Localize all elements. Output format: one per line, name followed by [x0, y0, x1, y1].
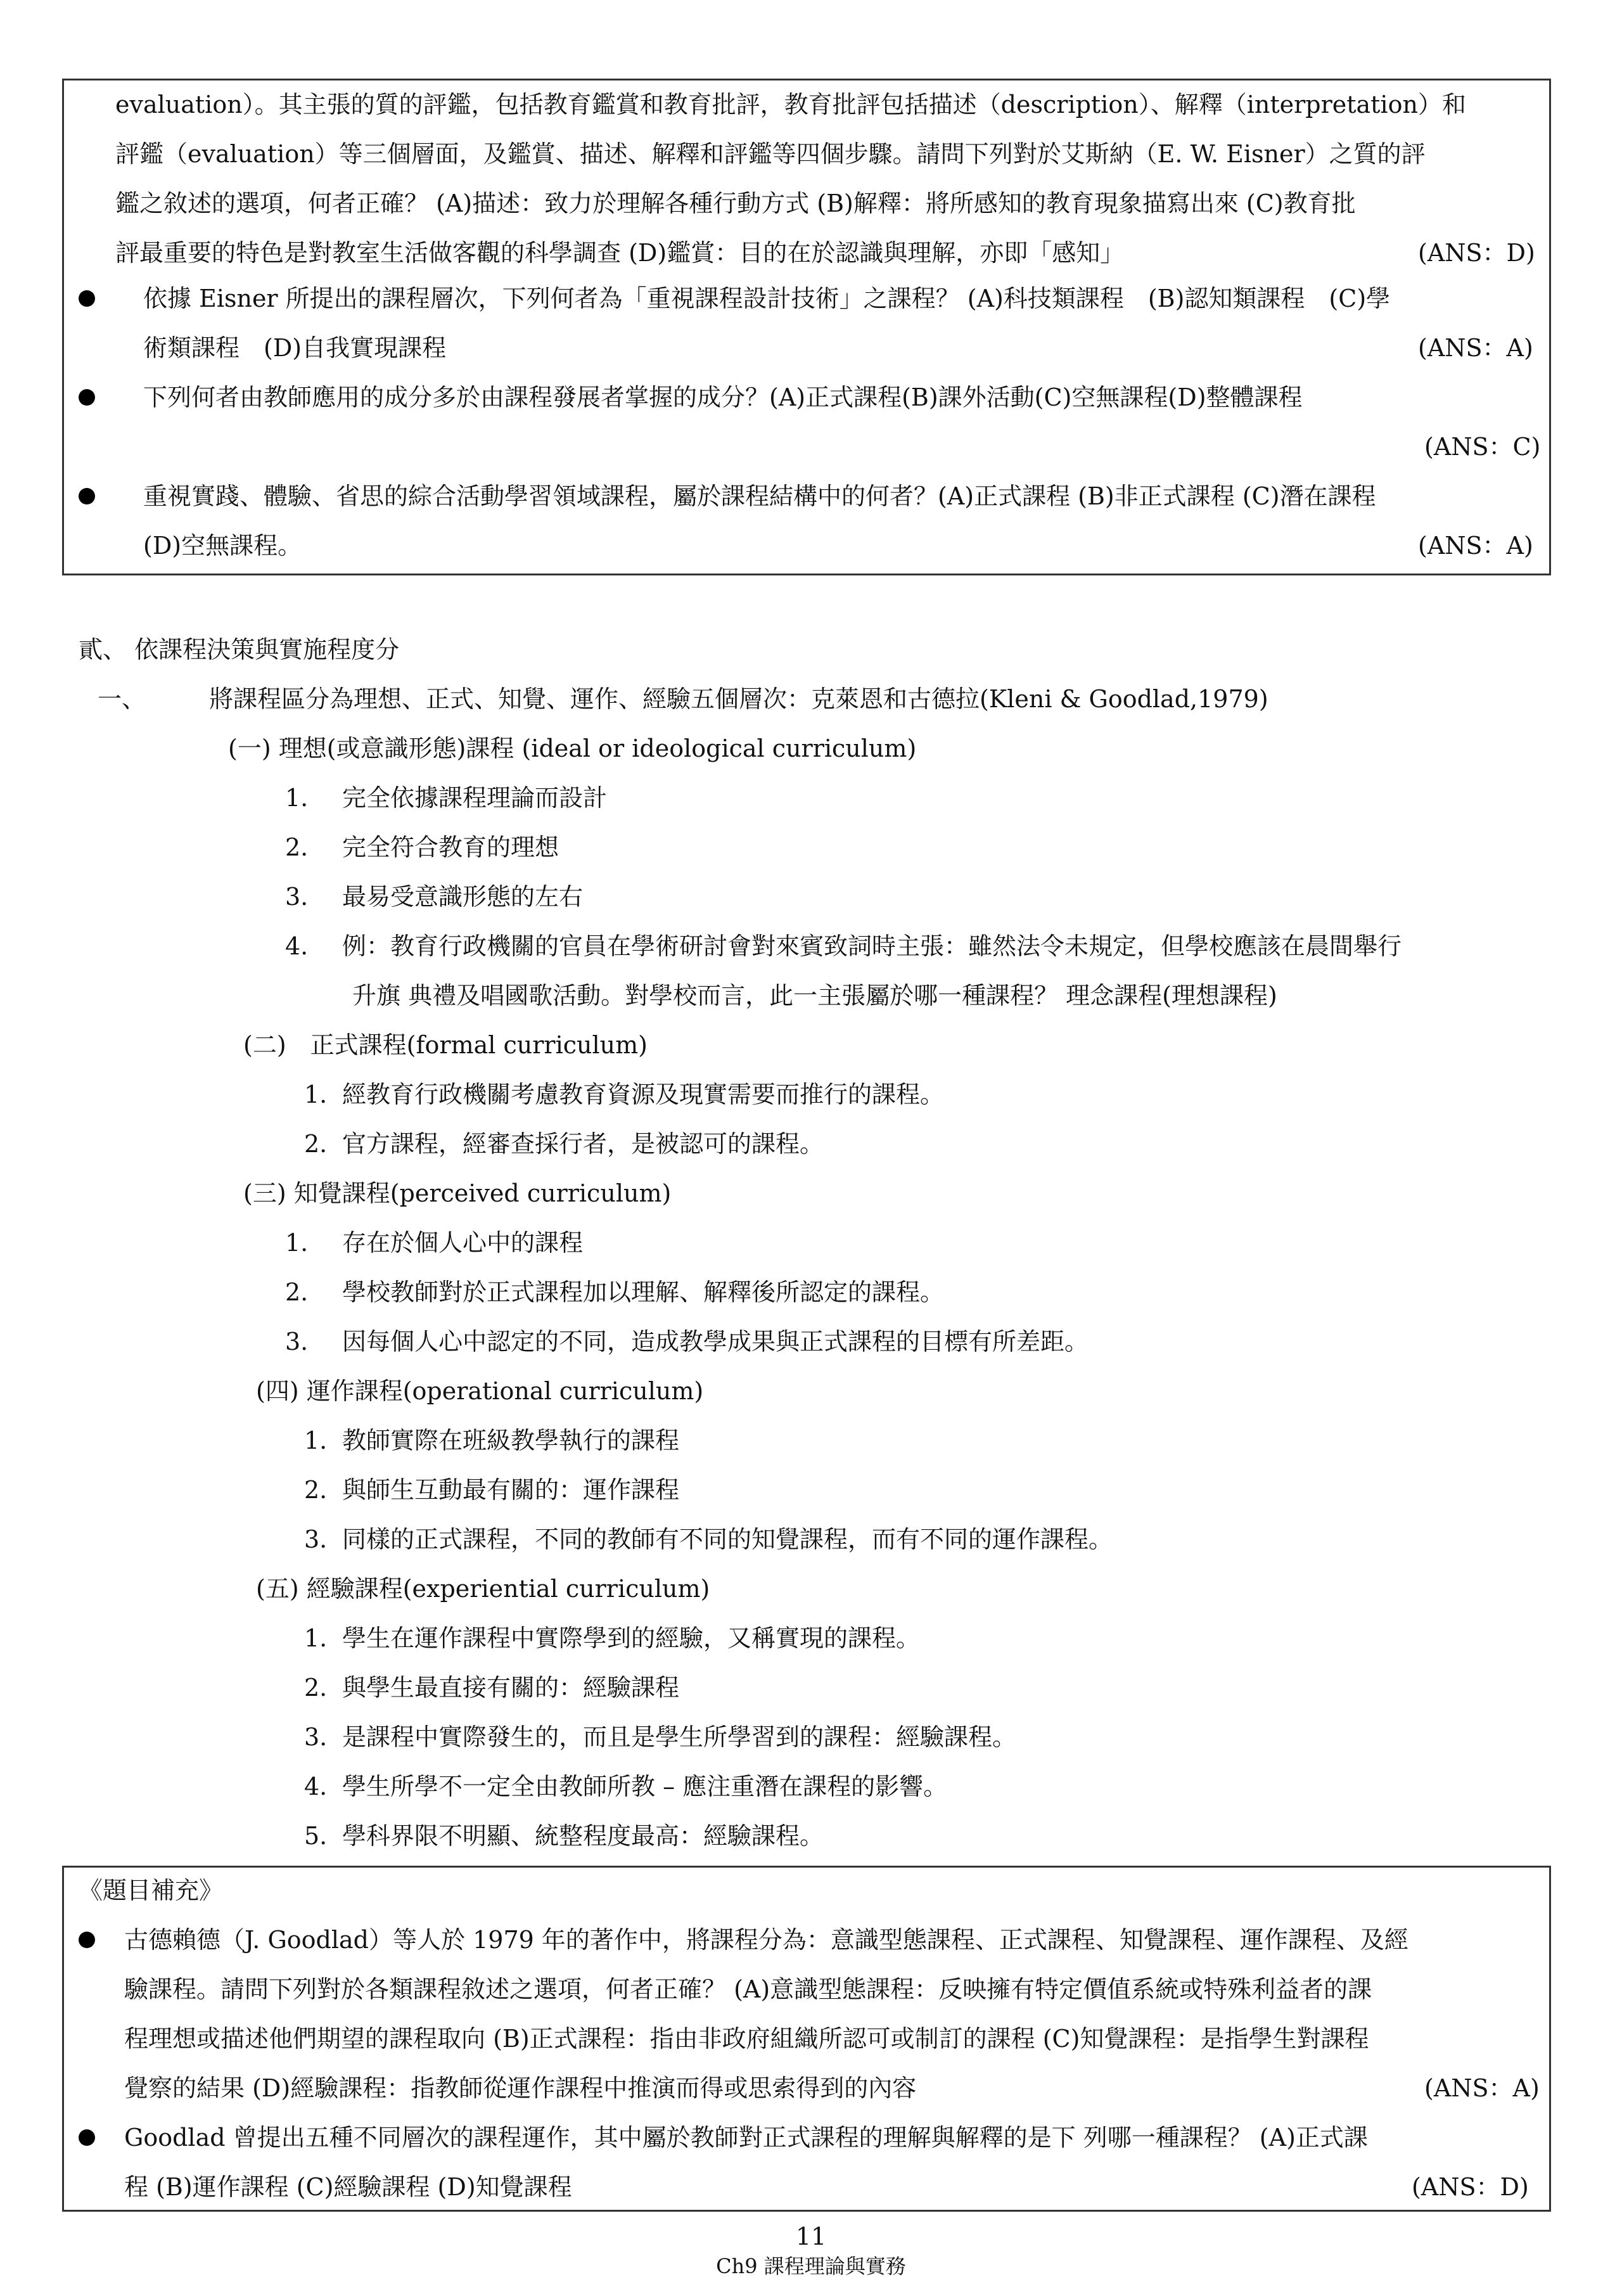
question-text: 評鑑（evaluation）等三個層面，及鑑賞、描述、解釋和評鑑等四個步驟。請問下列對於艾斯納（E. W. Eisner）之質的評 [115, 140, 1426, 168]
list-number: 2. [285, 1278, 309, 1306]
list-number: 1. [304, 1081, 328, 1108]
experiential-curriculum-title: (五) 經驗課程(experiential curriculum) [256, 1575, 710, 1603]
formal-curriculum-title: (二) 正式課程(formal curriculum) [243, 1031, 648, 1059]
list-item: 與師生互動最有關的：運作課程 [342, 1476, 680, 1504]
answer-label: (ANS：A) [1418, 334, 1533, 362]
list-item: 學生所學不一定全由教師所教 – 應注重潛在課程的影響。 [342, 1773, 948, 1800]
question-text: 評最重要的特色是對教室生活做客觀的科學調查 (D)鑑賞：目的在於認識與理解，亦即「感知」 [115, 239, 1125, 267]
chapter-title: Ch9 課程理論與實務 [716, 2254, 906, 2278]
list-item: 完全依據課程理論而設計 [342, 784, 608, 812]
bullet-icon [79, 2129, 95, 2146]
supplementary-label: 《題目補充》 [79, 1876, 224, 1904]
question-text: evaluation）。其主張的質的評鑑，包括教育鑑賞和教育批評，教育批評包括描述（description）、解釋（interpretation）和 [115, 91, 1466, 119]
bullet-icon [79, 389, 95, 406]
list-item: 存在於個人心中的課程 [342, 1229, 584, 1257]
list-item: 學生在運作課程中實際學到的經驗，又稱實現的課程。 [342, 1624, 921, 1652]
list-item: 是課程中實際發生的，而且是學生所學習到的課程：經驗課程。 [342, 1723, 1017, 1751]
list-item: 完全符合教育的理想 [342, 833, 559, 861]
list-number: 1. [304, 1427, 328, 1454]
list-number: 1. [285, 784, 309, 812]
list-item: 因每個人心中認定的不同，造成教學成果與正式課程的目標有所差距。 [342, 1328, 1089, 1356]
list-number: 3. [285, 883, 309, 911]
operational-curriculum-title: (四) 運作課程(operational curriculum) [256, 1377, 704, 1405]
answer-label: (ANS：D) [1412, 2173, 1529, 2201]
list-item: 學校教師對於正式課程加以理解、解釋後所認定的課程。 [342, 1278, 945, 1306]
question-text: (D)空無課程。 [143, 532, 302, 560]
bullet-icon [79, 290, 95, 307]
list-item: 官方課程，經審查採行者，是被認可的課程。 [342, 1130, 824, 1158]
list-item: 教師實際在班級教學執行的課程 [342, 1427, 680, 1454]
question-text: 依據 Eisner 所提出的課程層次，下列何者為「重視課程設計技術」之課程？ (A)科技類課程 (B)認知類課程 (C)學 [143, 285, 1391, 312]
question-text: 下列何者由教師應用的成分多於由課程發展者掌握的成分？(A)正式課程(B)課外活動(C)空無課程(D)整體課程 [143, 383, 1303, 411]
perceived-curriculum-title: (三) 知覺課程(perceived curriculum) [243, 1179, 672, 1207]
list-number: 4. [304, 1773, 328, 1800]
question-text: 古德賴德（J. Goodlad）等人於 1979 年的著作中，將課程分為：意識型態課程、正式課程、知覺課程、運作課程、及經 [124, 1926, 1408, 1954]
section-heading: 貳、 依課程決策與實施程度分 [79, 636, 400, 664]
question-text: 重視實踐、體驗、省思的綜合活動學習領域課程，屬於課程結構中的何者？(A)正式課程 (B)非正式課程 (C)潛在課程 [143, 482, 1376, 510]
list-number: 4. [285, 932, 309, 960]
subsection-heading: 將課程區分為理想、正式、知覺、運作、經驗五個層次：克萊恩和古德拉(Kleni & Goodlad,1979) [209, 685, 1268, 713]
list-number: 5. [304, 1822, 328, 1850]
list-item: 同樣的正式課程，不同的教師有不同的知覺課程，而有不同的運作課程。 [342, 1525, 1113, 1553]
list-number: 2. [285, 833, 309, 861]
question-text: 驗課程。請問下列對於各類課程敘述之選項，何者正確？ (A)意識型態課程：反映擁有特定價值系統或特殊利益者的課 [124, 1975, 1372, 2003]
question-text: Goodlad 曾提出五種不同層次的課程運作，其中屬於教師對正式課程的理解與解釋的是下 列哪一種課程？ (A)正式課 [124, 2124, 1368, 2152]
question-text: 程理想或描述他們期望的課程取向 (B)正式課程：指由非政府組織所認可或制訂的課程 (C)知覺課程：是指學生對課程 [124, 2025, 1369, 2053]
ideal-curriculum-title: (一) 理想(或意識形態)課程 (ideal or ideological curriculum) [228, 734, 917, 762]
question-text: 鑑之敘述的選項，何者正確？ (A)描述：致力於理解各種行動方式 (B)解釋：將所感知的教育現象描寫出來 (C)教育批 [115, 189, 1356, 217]
list-number: 2. [304, 1476, 328, 1504]
list-number: 3. [304, 1525, 328, 1553]
bullet-icon [79, 488, 95, 504]
page-number: 11 [795, 2222, 827, 2250]
answer-label: (ANS：A) [1424, 2074, 1540, 2102]
list-item: 最易受意識形態的左右 [342, 883, 584, 911]
list-number: 2. [304, 1674, 328, 1702]
list-number: 1. [285, 1229, 309, 1257]
list-number: 3. [304, 1723, 328, 1751]
answer-label: (ANS：D) [1418, 239, 1535, 267]
question-text: 程 (B)運作課程 (C)經驗課程 (D)知覺課程 [124, 2173, 572, 2201]
list-item: 例：教育行政機關的官員在學術研討會對來賓致詞時主張：雖然法令未規定，但學校應該在晨間舉行 [342, 932, 1402, 960]
list-item: 學科界限不明顯、統整程度最高：經驗課程。 [342, 1822, 824, 1850]
question-text: 術類課程 (D)自我實現課程 [143, 334, 447, 362]
answer-label: (ANS：A) [1418, 532, 1533, 560]
list-number: 2. [304, 1130, 328, 1158]
answer-label: (ANS：C) [1424, 433, 1541, 461]
list-item: 與學生最直接有關的：經驗課程 [342, 1674, 680, 1702]
question-text: 覺察的結果 (D)經驗課程：指教師從運作課程中推演而得或思索得到的內容 [124, 2074, 917, 2102]
list-item: 經教育行政機關考慮教育資源及現實需要而推行的課程。 [342, 1081, 945, 1108]
list-number: 3. [285, 1328, 309, 1356]
list-number: 1. [304, 1624, 328, 1652]
bullet-icon [79, 1932, 95, 1948]
subsection-number: 一、 [98, 685, 146, 713]
list-item-continued: 升旗 典禮及唱國歌活動。對學校而言，此一主張屬於哪一種課程？ 理念課程(理想課程) [352, 982, 1277, 1010]
